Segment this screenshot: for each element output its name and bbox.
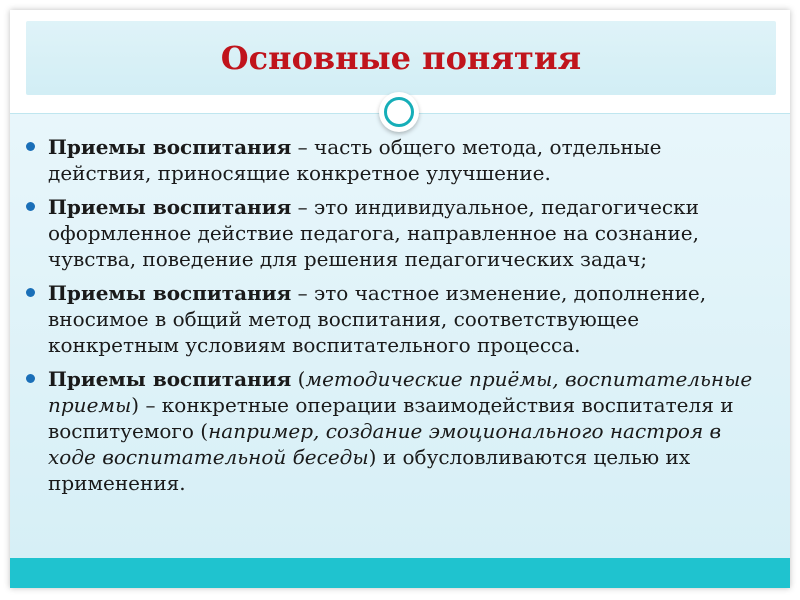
slide-title: Основные понятия <box>220 39 582 77</box>
list-item <box>24 366 754 496</box>
definition-text: – часть общего метода, отдельные действия, приносящие конкретное улучшение. <box>48 135 662 185</box>
footer-bar <box>10 558 790 588</box>
title-box <box>26 21 776 95</box>
definition-emphasis: например, создание эмоционального настроя в ходе воспитательной беседы <box>48 419 722 469</box>
definition-list <box>24 134 754 504</box>
list-item <box>24 280 754 358</box>
bullet-icon <box>26 202 35 211</box>
list-item <box>24 134 754 186</box>
definition-text: ( <box>291 367 306 391</box>
list-item <box>24 194 754 272</box>
definition-text: – это индивидуальное, педагогически оформленное действие педагога, направленное на сознание, чувства, поведение для решения педагогических задач; <box>48 195 699 271</box>
ring-ornament-icon <box>379 92 419 132</box>
bullet-icon <box>26 374 35 383</box>
definition-text: – это частное изменение, дополнение, вносимое в общий метод воспитания, соответствующее конкретным условиям воспитательного процесса. <box>48 281 707 357</box>
term: Приемы воспитания <box>48 195 292 219</box>
bullet-icon <box>26 142 35 151</box>
definition-emphasis: методические приёмы, воспитательные приемы <box>48 367 753 417</box>
definition-text: ) – конкретные операции взаимодействия воспитателя и воспитуемого ( <box>48 393 734 443</box>
ring-inner-icon <box>384 97 414 127</box>
definition-text: ) и обусловливаются целью их применения. <box>48 445 691 495</box>
term: Приемы воспитания <box>48 367 292 391</box>
bullet-icon <box>26 288 35 297</box>
term: Приемы воспитания <box>48 135 292 159</box>
term: Приемы воспитания <box>48 281 292 305</box>
